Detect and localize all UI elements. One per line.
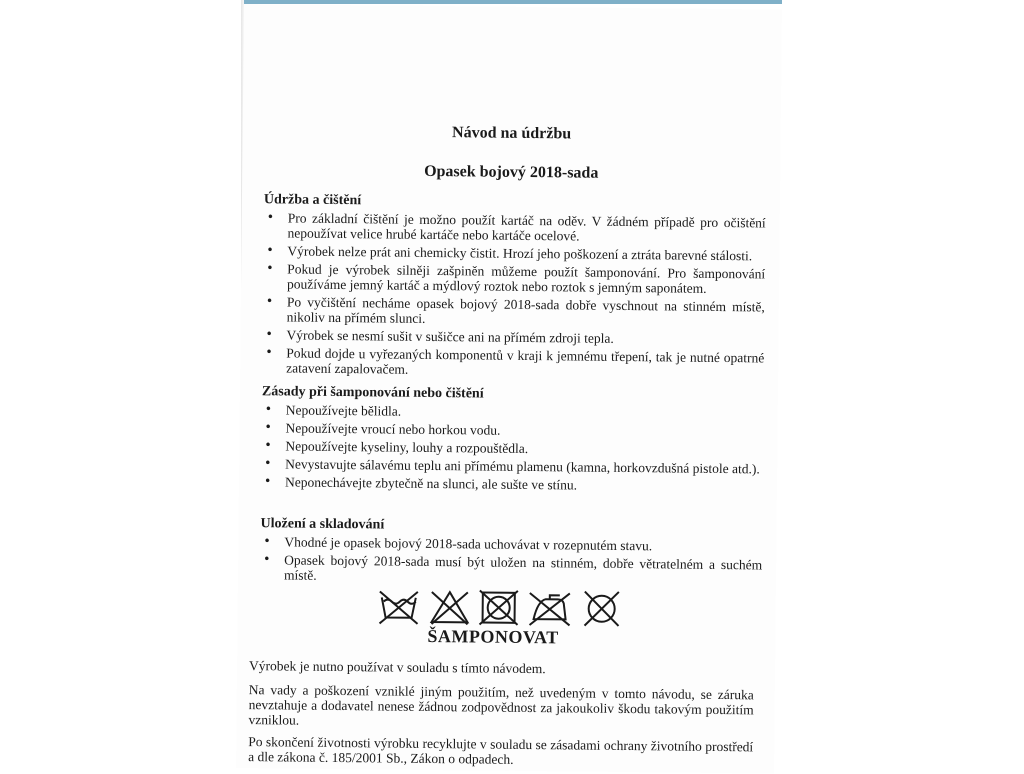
no-tumble-dry-icon <box>480 591 518 625</box>
list-item: • Nepoužívejte bělidla. <box>264 402 764 422</box>
document-title: Návod na údržbu <box>451 124 572 143</box>
list-item: • Pokud je výrobek silněji zašpiněn můžeme použít šamponování. Pro šamponování používáme jemný kartáč a mýdlový roztok nebo roztok s jemným saponátem. <box>265 261 765 296</box>
list-item: • Pro základní čištění je možno použít kartáč na oděv. V žádném případě pro očištění nepoužívat velice hrubé kartáče nebo kartáče ocelové. <box>266 210 766 245</box>
no-bleach-icon <box>432 592 468 624</box>
list-item: • Nevystavujte sálavému teplu ani přímému plamenu (kamna, horkovzdušná pistole atd.). <box>263 456 763 476</box>
no-wash-icon <box>380 591 418 623</box>
list-item: • Opasek bojový 2018-sada musí být uložen na stinném, dobře větratelném a suchém místě. <box>262 552 762 587</box>
list-item: • Výrobek nelze prát ani chemicky čistit. Hrozí jeho poškození a ztráta barevné stálosti. <box>265 243 765 263</box>
scan-background <box>0 0 243 768</box>
care-symbols <box>377 587 637 630</box>
scan-top-strip <box>244 0 782 4</box>
warranty-note: Na vady a poškození vzniklé jiným použitím, než uvedeným v tomto návodu, se záruka nevztahuje a dodavatel nenese žádnou zodpovědnost za jakoukoliv škodu takovým použitím vzniklou. <box>248 682 754 728</box>
list-item: • Nepoužívejte kyseliny, louhy a rozpouštědla. <box>263 438 763 458</box>
document-subtitle: Opasek bojový 2018-sada <box>424 162 599 182</box>
care-label: ŠAMPONOVAT <box>427 625 559 648</box>
section-heading-care: Údržba a čištění <box>263 192 362 209</box>
list-item: • Výrobek se nesmí sušit v sušičce ani na přímém zdroji tepla. <box>264 327 764 347</box>
no-iron-icon <box>530 593 570 625</box>
document-page <box>236 4 782 774</box>
no-dry-clean-icon <box>585 592 619 626</box>
list-item: • Neponechávejte zbytečně na slunci, ale sušte ve stínu. <box>263 474 763 494</box>
section-heading-storage: Uložení a skladování <box>260 516 385 533</box>
list-item: • Nepoužívejte vroucí nebo horkou vodu. <box>263 420 763 440</box>
list-item: • Po vyčištění necháme opasek bojový 2018-sada dobře vyschnout na stinném místě, nikoliv na přímém slunci. <box>265 294 765 329</box>
care-list <box>264 210 766 383</box>
section-heading-rules: Zásady při šamponování nebo čištění <box>261 384 484 402</box>
list-item: • Vhodné je opasek bojový 2018-sada uchovávat v rozepnutém stavu. <box>262 534 762 554</box>
usage-note: Výrobek je nutno používat v souladu s tímto návodem. <box>248 658 546 677</box>
list-item: • Pokud dojde u vyřezaných komponentů v kraji k jemnému třepení, tak je nutné opatrné zatavení zapalovačem. <box>264 345 764 380</box>
storage-list <box>262 534 763 590</box>
recycling-note: Po skončení životnosti výrobku recyklujte v souladu se zásadami ochrany životního prostředí a dle zákona č. 185/2001 Sb., Zákon o odpadech. <box>248 734 754 767</box>
rules-list <box>263 402 764 497</box>
